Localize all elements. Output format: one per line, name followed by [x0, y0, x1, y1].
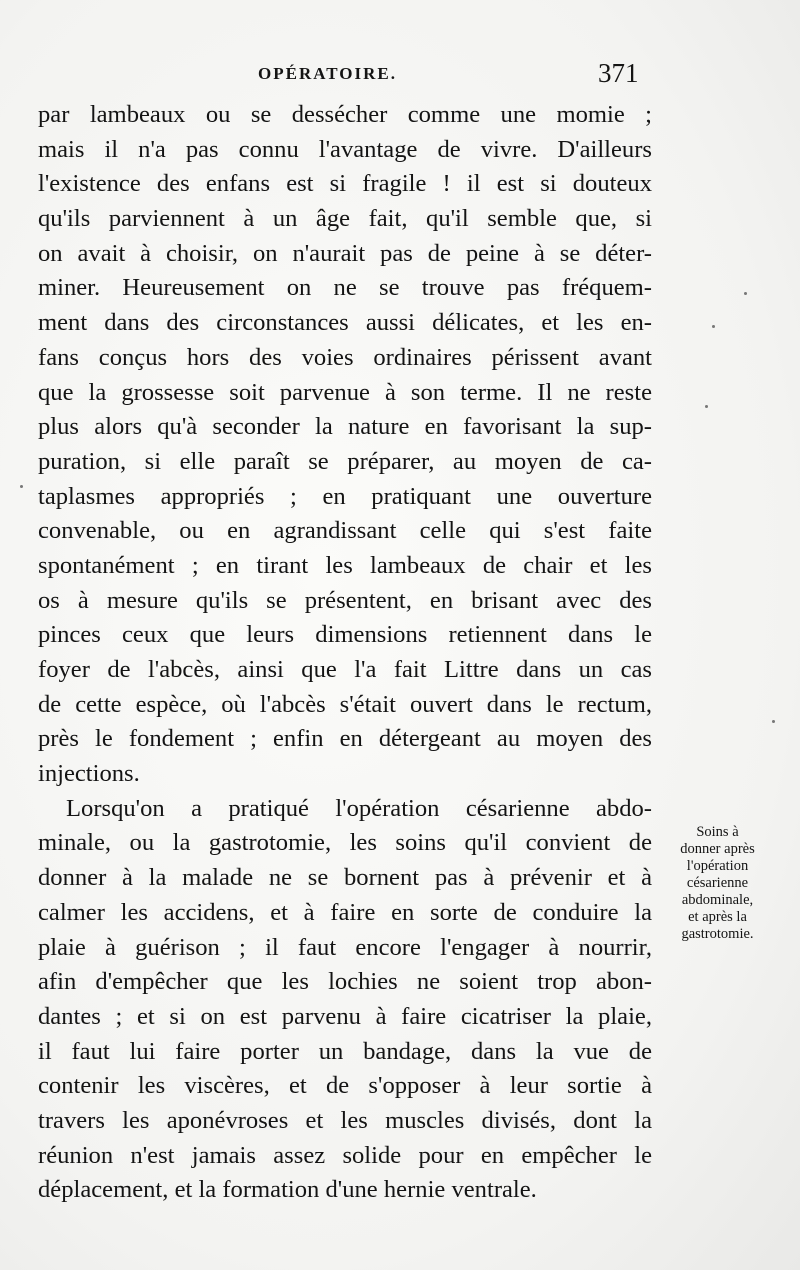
text-line: foyer de l'abcès, ainsi que l'a fait Littre dans un cas — [38, 656, 652, 683]
text-line: puration, si elle paraît se préparer, au moyen de ca- — [38, 447, 652, 475]
paper-speck — [744, 292, 747, 295]
text-line: convenable, ou en agrandissant celle qui s'est faite — [38, 517, 652, 545]
paper-speck — [712, 325, 715, 328]
text-line: contenir les viscères, et de s'opposer à leur sortie à — [38, 1072, 652, 1100]
text-line: injections. — [38, 760, 140, 788]
text-line: os à mesure qu'ils se présentent, en brisant avec des — [38, 586, 652, 614]
text-line: taplasmes appropriés ; en pratiquant une ouverture — [38, 482, 652, 510]
margin-note-line: donner après — [680, 841, 755, 857]
text-line: donner à la malade ne se bornent pas à prévenir et à — [38, 864, 652, 892]
text-line: miner. Heureusement on ne se trouve pas fréquem- — [38, 274, 652, 302]
text-line: fans conçus hors des voies ordinaires périssent avant — [38, 343, 652, 371]
text-line: on avait à choisir, on n'aurait pas de peine à se déter- — [38, 239, 652, 267]
margin-note-line: césarienne — [686, 875, 749, 891]
text-line: près le fondement ; enfin en détergeant au moyen des — [38, 725, 652, 753]
text-line: déplacement, et la formation d'une hernie ventrale. — [38, 1176, 537, 1204]
text-line: plaie à guérison ; il faut encore l'engager à nourrir, — [38, 933, 652, 961]
margin-note-line: gastrotomie. — [681, 926, 754, 942]
text-line: pinces ceux que leurs dimensions retiennent dans le — [38, 621, 652, 649]
text-line: qu'ils parviennent à un âge fait, qu'il semble que, si — [38, 205, 652, 233]
text-line: l'existence des enfans est si fragile ! il est si douteux — [38, 170, 652, 198]
text-line: que la grossesse soit parvenue à son terme. Il ne reste — [38, 378, 652, 406]
page-number: 371 — [598, 58, 639, 88]
text-line: dantes ; et si on est parvenu à faire cicatriser la plaie, — [38, 1002, 652, 1030]
text-line: spontanément ; en tirant les lambeaux de chair et les — [38, 551, 652, 579]
text-line: travers les aponévroses et les muscles divisés, dont la — [38, 1106, 652, 1134]
text-line: mais il n'a pas connu l'avantage de vivre. D'ailleurs — [38, 135, 652, 163]
margin-note-line: Soins à — [696, 824, 739, 840]
paper-speck — [20, 485, 23, 488]
text-line: ment dans des circonstances aussi délicates, et les en- — [38, 309, 652, 337]
margin-note-line: l'opération — [686, 858, 749, 874]
paper-speck — [772, 720, 775, 723]
paragraph-2 — [38, 792, 652, 1208]
main-text-block — [38, 98, 652, 1208]
text-line: de cette espèce, où l'abcès s'était ouvert dans le rectum, — [38, 690, 652, 718]
text-line: afin d'empêcher que les lochies ne soient trop abon- — [38, 968, 652, 996]
running-head — [240, 58, 660, 90]
text-line: Lorsqu'on a pratiqué l'opération césarienne abdo- — [66, 794, 652, 822]
margin-note — [660, 824, 775, 943]
text-line: par lambeaux ou se dessécher comme une momie ; — [38, 101, 652, 128]
paper-speck — [705, 405, 708, 408]
margin-note-line: abdominale, — [681, 892, 754, 908]
text-line: plus alors qu'à seconder la nature en favorisant la sup- — [38, 413, 652, 441]
text-line: il faut lui faire porter un bandage, dans la vue de — [38, 1037, 652, 1065]
text-line: calmer les accidens, et à faire en sorte de conduire la — [38, 898, 652, 926]
text-line: réunion n'est jamais assez solide pour en empêcher le — [38, 1141, 652, 1169]
text-line: minale, ou la gastrotomie, les soins qu'il convient de — [38, 829, 652, 857]
paragraph-1 — [38, 98, 652, 792]
margin-note-line: et après la — [688, 909, 747, 925]
running-title: OPÉRATOIRE. — [258, 64, 397, 83]
